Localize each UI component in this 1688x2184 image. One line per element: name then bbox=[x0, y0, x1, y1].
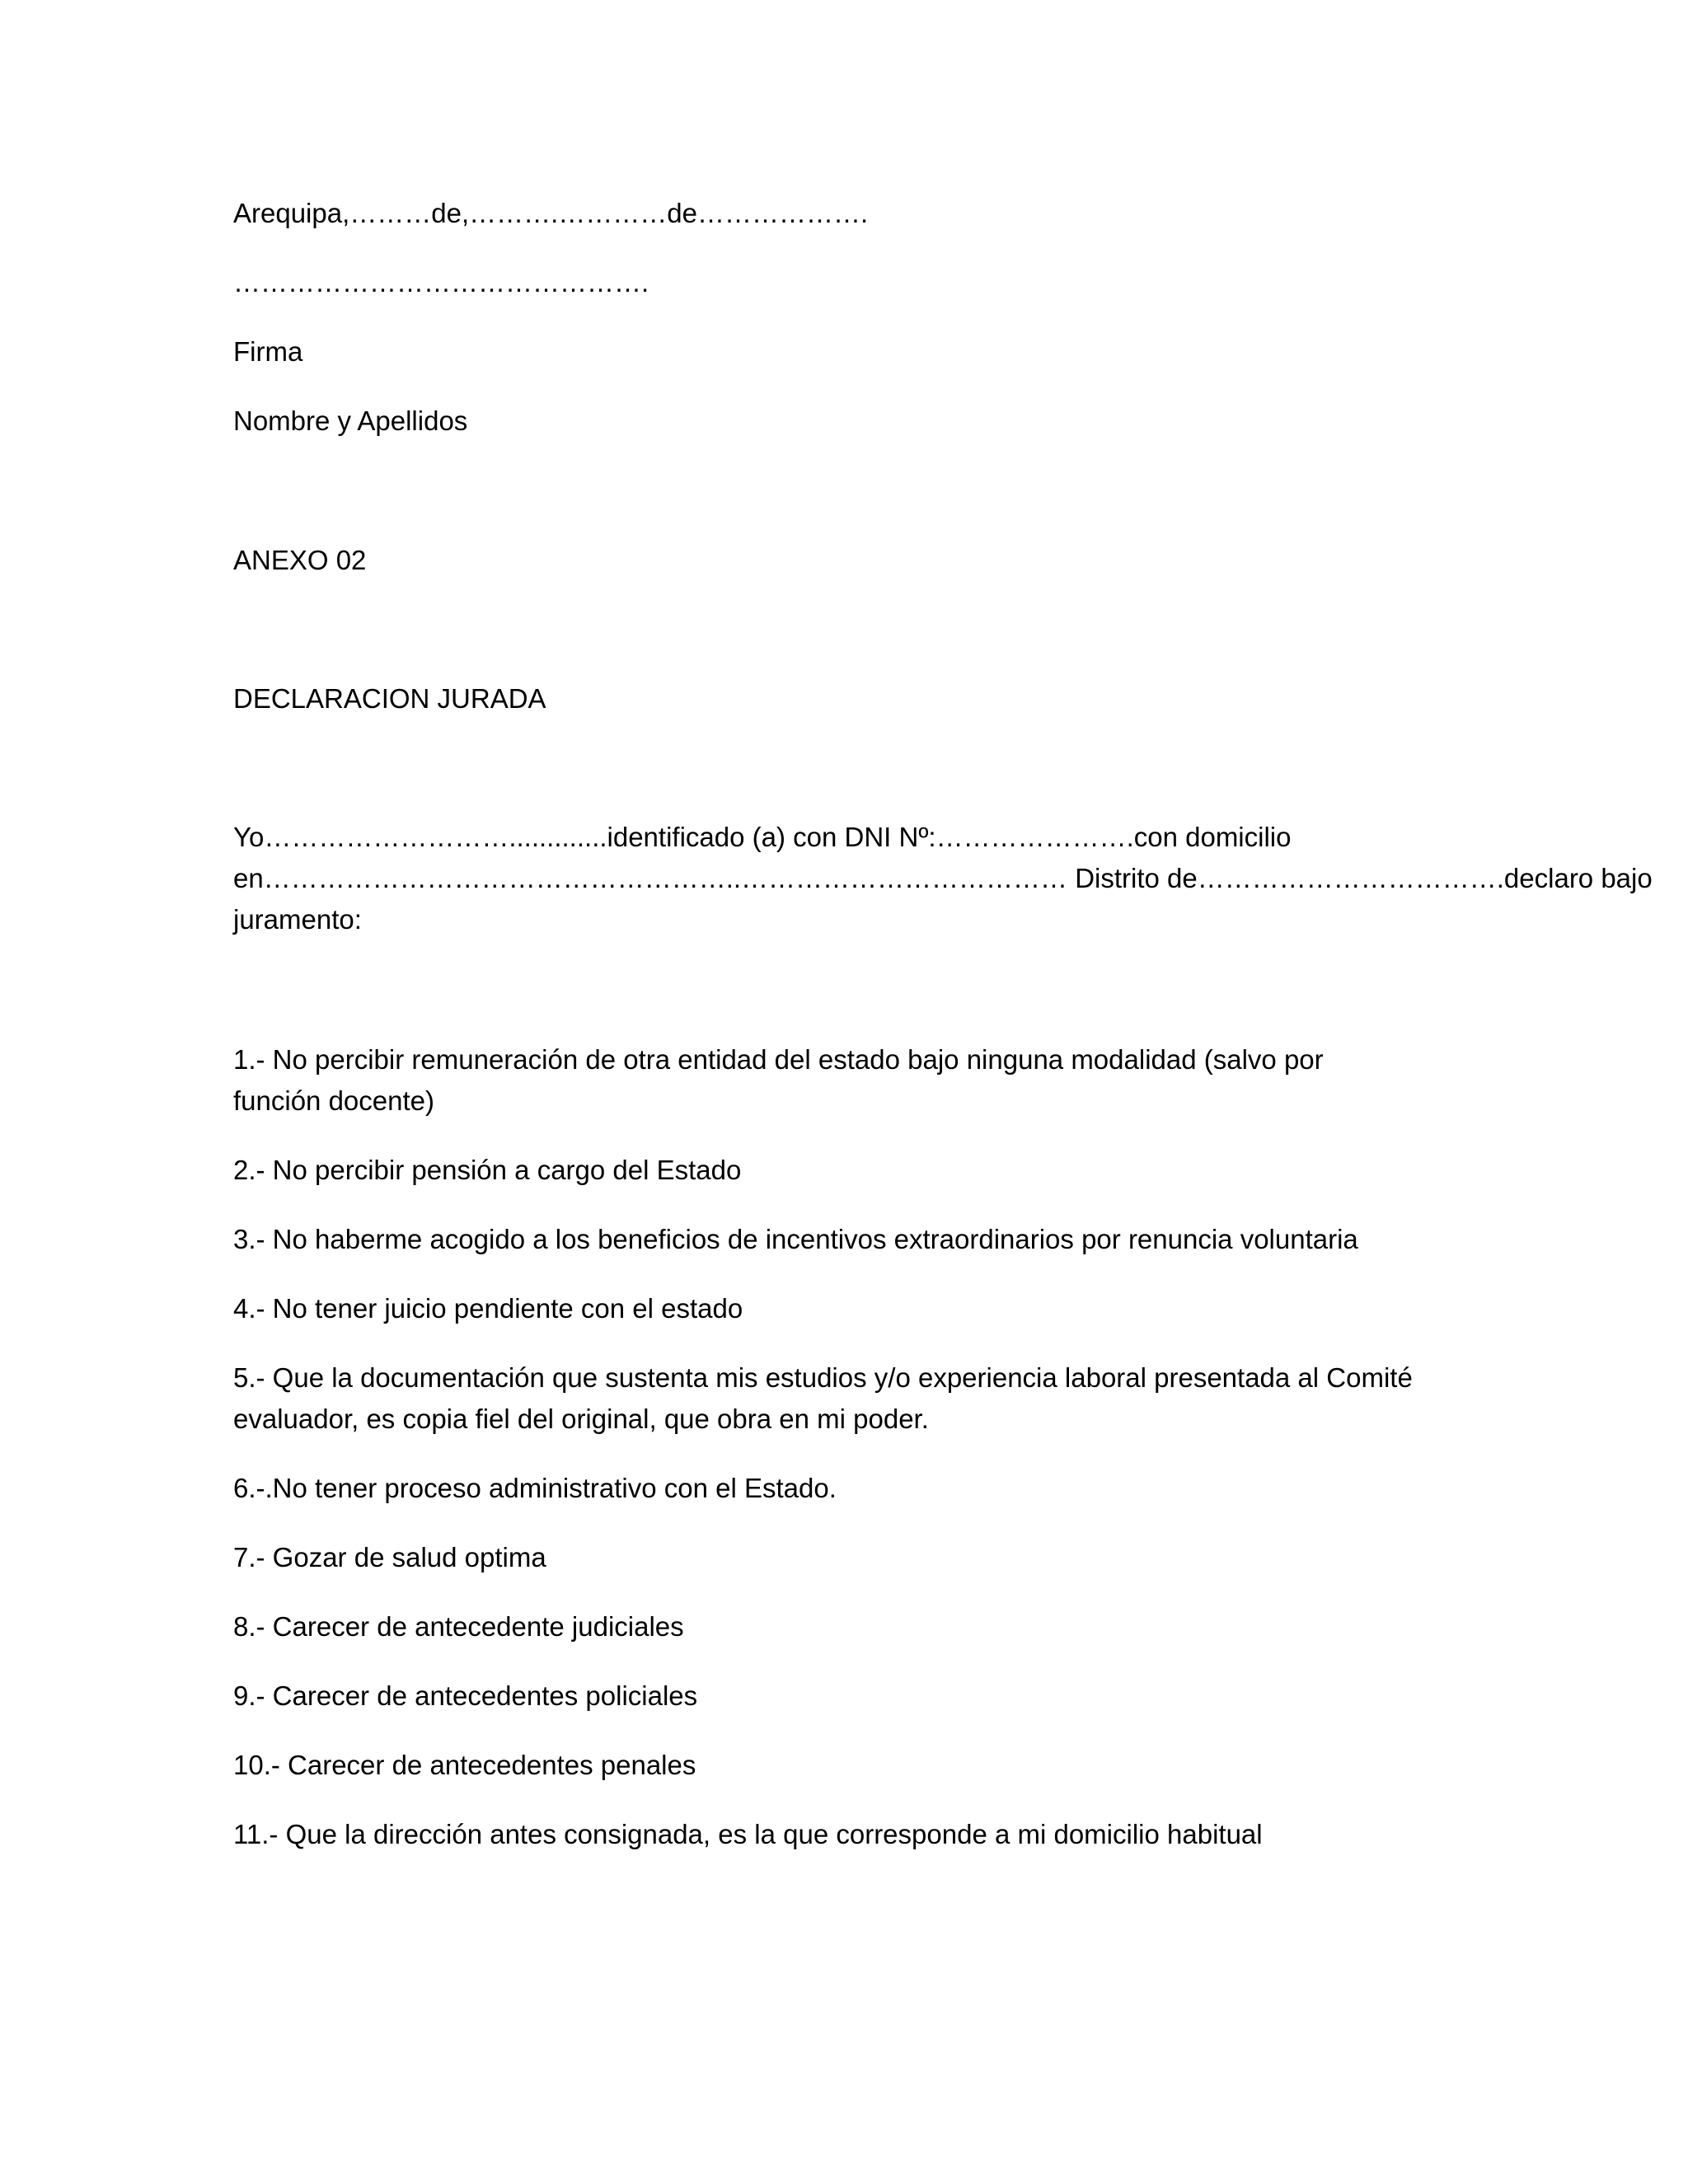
list-item-2: 2.- No percibir pensión a cargo del Estado bbox=[233, 1155, 742, 1185]
date-line: Arequipa,………de,……….…………de………………. bbox=[233, 198, 869, 228]
name-label: Nombre y Apellidos bbox=[233, 405, 468, 436]
list-item-11: 11.- Que la dirección antes consignada, es la que corresponde a mi domicilio habitual bbox=[233, 1819, 1263, 1849]
list-item-5-line-2: evaluador, es copia fiel del original, que obra en mi poder. bbox=[233, 1404, 929, 1434]
signature-line: ………………………………………. bbox=[233, 267, 649, 298]
declaration-intro-line-2: en……………………………………………..……………………………… Distrito de…………………………….declaro bajo bbox=[233, 863, 1653, 893]
signature-label: Firma bbox=[233, 336, 303, 367]
list-item-5-line-1: 5.- Que la documentación que sustenta mis estudios y/o experiencia laboral presentada al Comité bbox=[233, 1362, 1413, 1393]
list-item-1-line-1: 1.- No percibir remuneración de otra entidad del estado bajo ninguna modalidad (salvo por bbox=[233, 1044, 1324, 1075]
list-item-1-line-2: función docente) bbox=[233, 1085, 435, 1116]
declaration-intro-line-1: Yo……………………….............identificado (a) con DNI Nº:………………….con domicilio bbox=[233, 822, 1292, 852]
list-item-6: 6.-.No tener proceso administrativo con el Estado. bbox=[233, 1473, 837, 1503]
annex-title: ANEXO 02 bbox=[233, 545, 367, 575]
list-item-3: 3.- No haberme acogido a los beneficios de incentivos extraordinarios por renuncia voluntaria bbox=[233, 1224, 1358, 1254]
list-item-8: 8.- Carecer de antecedente judiciales bbox=[233, 1611, 684, 1642]
declaration-intro-line-3: juramento: bbox=[233, 904, 362, 935]
list-item-9: 9.- Carecer de antecedentes policiales bbox=[233, 1680, 698, 1711]
list-item-7: 7.- Gozar de salud optima bbox=[233, 1542, 546, 1572]
declaration-title: DECLARACION JURADA bbox=[233, 683, 546, 714]
list-item-4: 4.- No tener juicio pendiente con el estado bbox=[233, 1293, 743, 1324]
list-item-10: 10.- Carecer de antecedentes penales bbox=[233, 1750, 696, 1780]
